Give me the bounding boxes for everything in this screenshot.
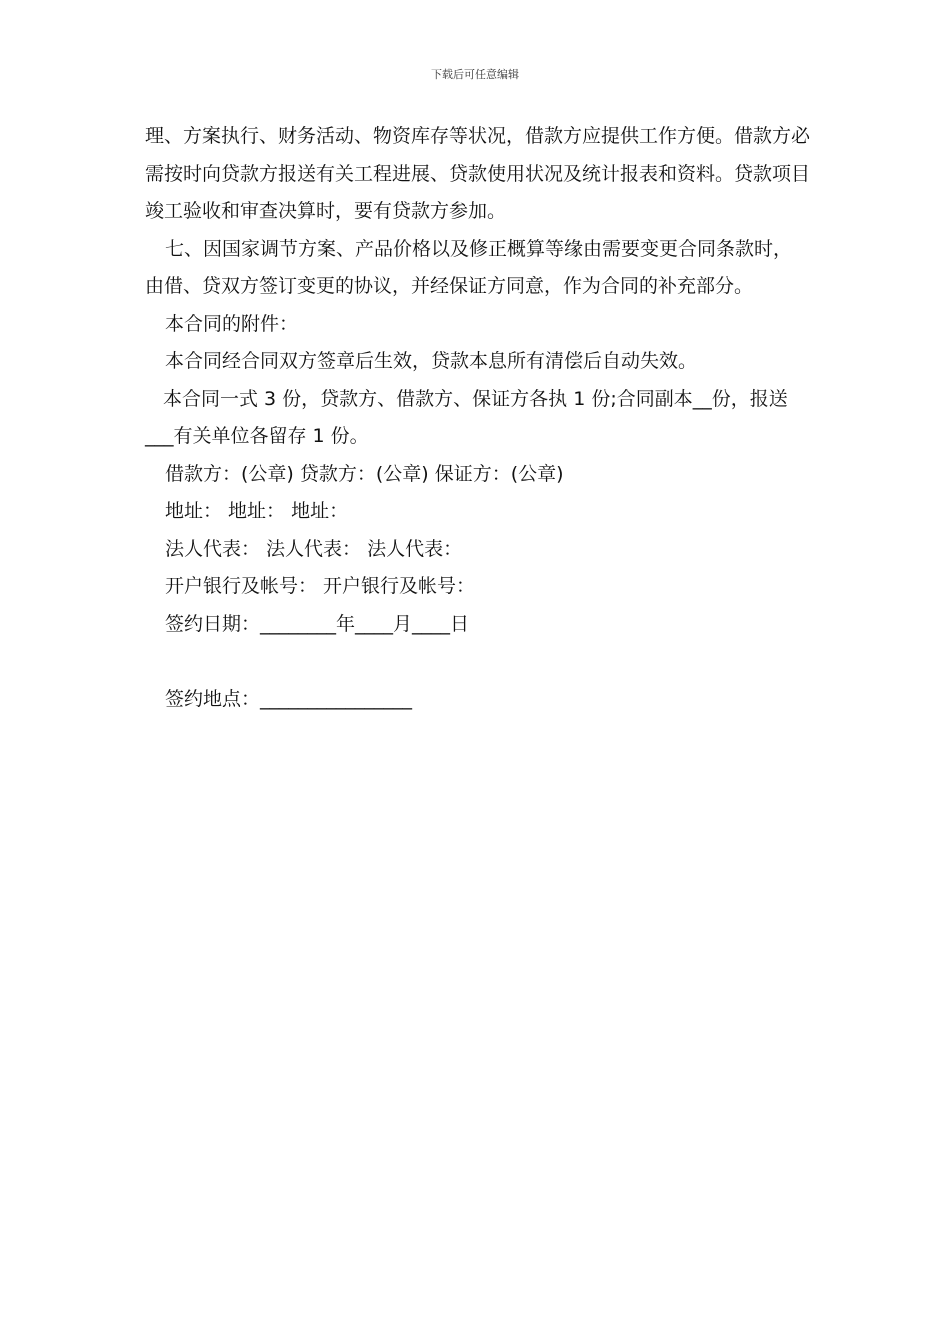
paragraph-effectiveness: 本合同经合同双方签章后生效，贷款本息所有清偿后自动失效。	[165, 350, 698, 372]
paragraph-clause-seven: 七、因国家调节方案、产品价格以及修正概算等缘由需要变更合同条款时，由借、贷双方签订变更的协议，并经保证方同意，作为合同的补充部分。	[145, 237, 793, 297]
signature-bank-account: 开户银行及帐号： 开户银行及帐号：	[165, 575, 476, 597]
signature-date: 签约日期：________年____月____日	[165, 612, 470, 635]
page-header: 下载后可任意编辑	[431, 68, 519, 81]
signature-address: 地址： 地址： 地址：	[165, 500, 349, 522]
spacer	[145, 643, 810, 681]
paragraph-attachments: 本合同的附件：	[165, 312, 299, 335]
signature-legal-representative: 法人代表： 法人代表： 法人代表：	[165, 537, 463, 560]
document-body	[145, 118, 810, 718]
signature-place: 签约地点：________________	[165, 687, 413, 710]
paragraph-copies: 本合同一式 3 份，贷款方、借款方、保证方各执 1 份;合同副本__份，报送___有关单位各留存 1 份。	[145, 387, 788, 447]
paragraph-project-supervision: 理、方案执行、财务活动、物资库存等状况，借款方应提供工作方便。借款方必需按时向贷款方报送有关工程进展、贷款使用状况及统计报表和资料。贷款项目竣工验收和审查决算时，要有贷款方参加。	[145, 125, 811, 222]
signature-parties: 借款方：(公章) 贷款方：(公章) 保证方：(公章)	[165, 462, 564, 485]
